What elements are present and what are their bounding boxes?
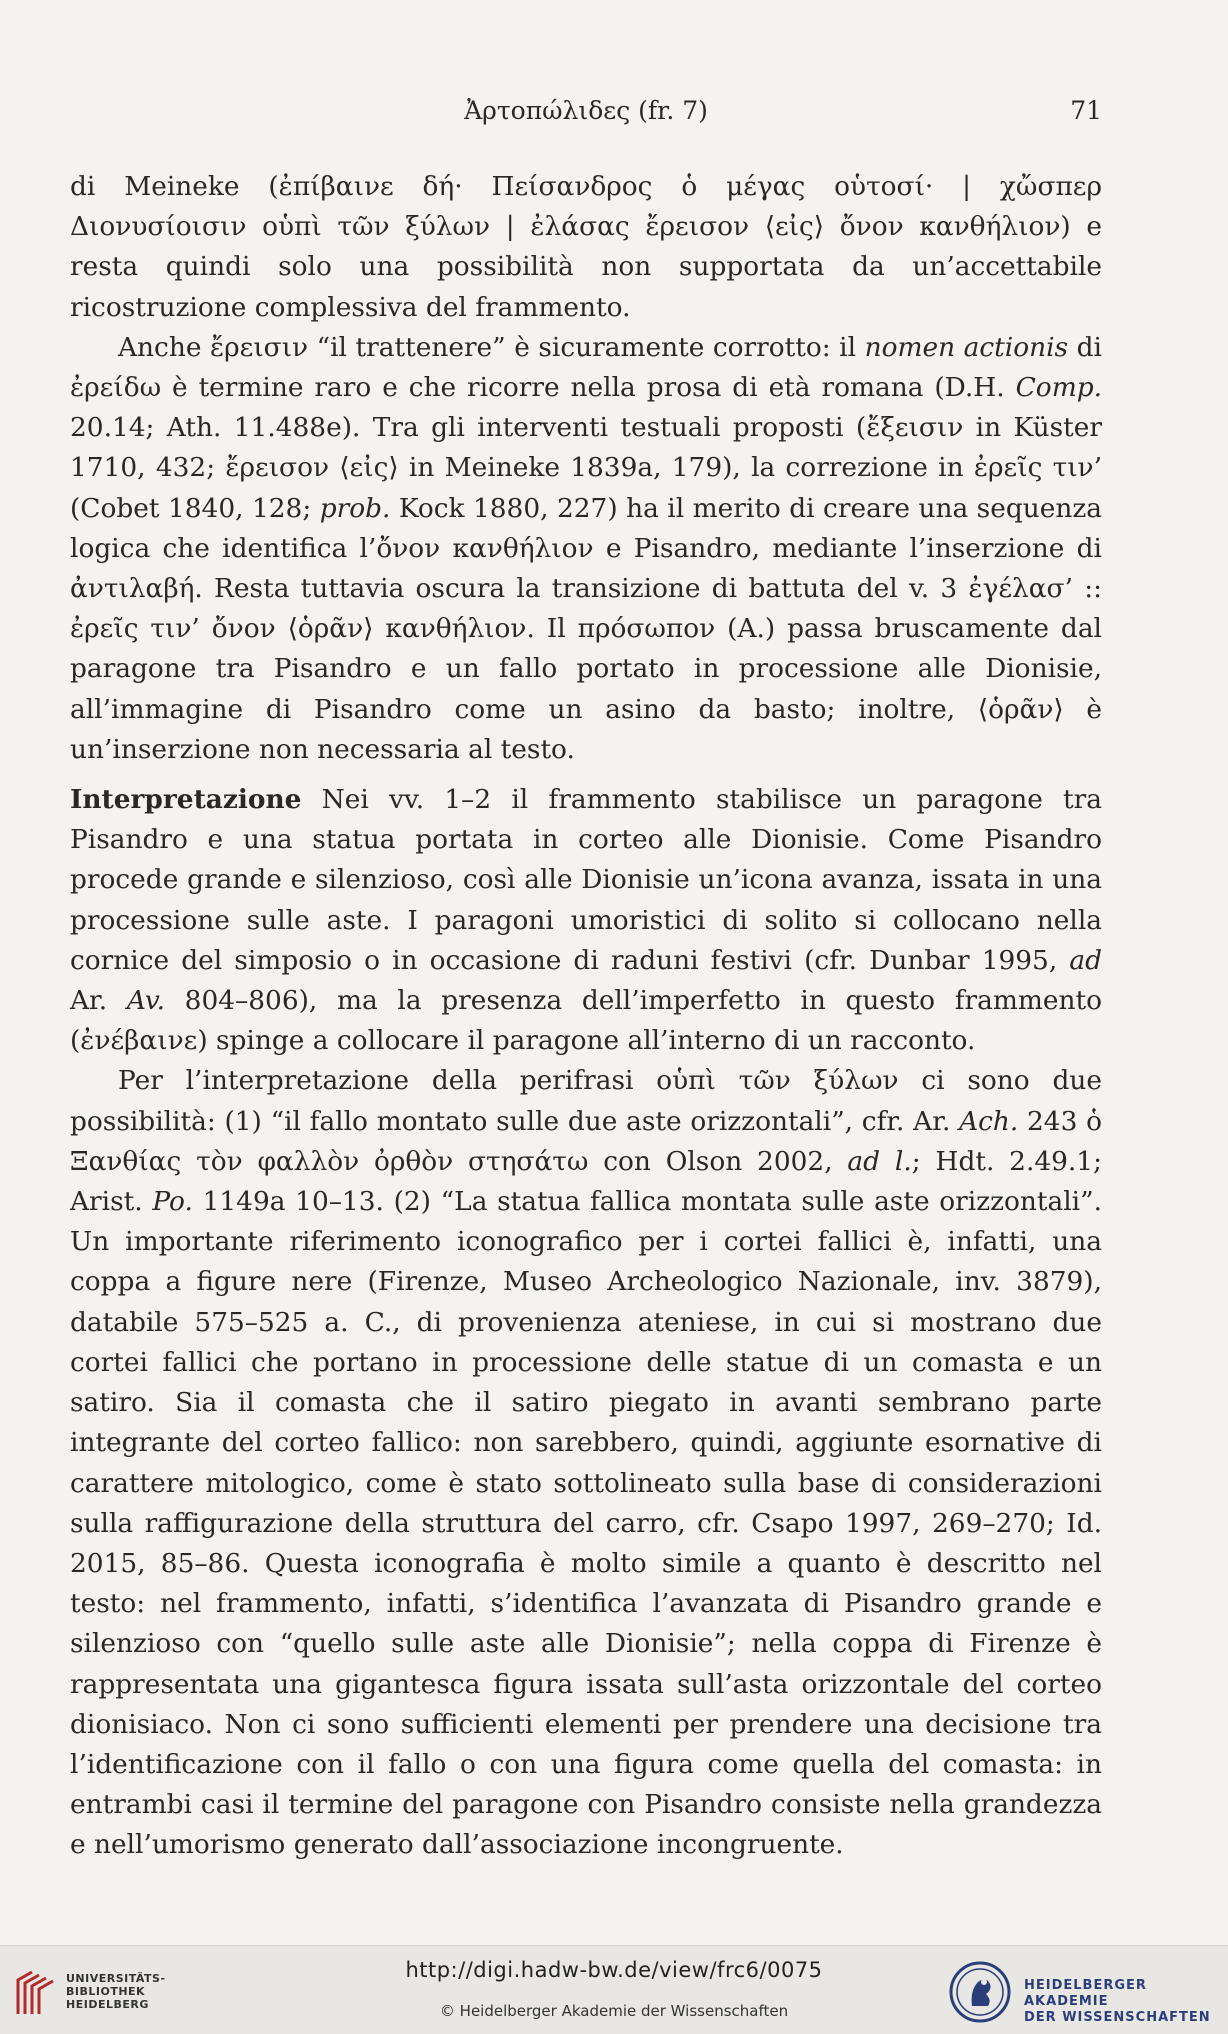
academy-name [1024,1978,1218,2026]
text-run: Kock 1880, 227) ha il merito di creare una sequenza logica che identifica l’ὄνον κανθήλιον e Pisandro, mediante l’inserzione di ἀντιλαβή. Resta tuttavia oscura la transizione di battuta del v. 3 ἐγέλασ’ :: ἐρεῖς τιν’ ὄνον ⟨ὁρᾶν⟩ κανθήλιον. Il πρόσωπον (A.) passa bruscamente dal paragone tra Pisandro e un fallo portato in processione alle Dionisie, all’immagine di Pisandro come un asino da basto; inoltre, ⟨ὁρᾶν⟩ è un’inserzione non necessaria al testo. [70,492,1102,765]
running-head [70,96,1102,136]
italic-citation: Av. [126,985,165,1017]
italic-abbrev: prob. [319,492,391,524]
text-run: 1149a 10–13. (2) “La statua fallica montata sulle aste orizzontali”. Un importante riferimento iconografico per i cortei fallici è, infatti, una coppa a figure nere (Firenze, Museo Archeologico Nazionale, inv. 3879), databile 575–525 a. C., di provenienza ateniese, in cui si mostrano due cortei fallici che portano in processione delle statue di un comasta e un satiro. Sia il comasta che il satiro piegato in avanti sembrano parte integrante del corteo fallico: non sarebbero, quindi, aggiunte esornative di carattere mitologico, come è stato sottolineato sulla base di considerazioni sulla raffigurazione della struttura del carro, cfr. Csapo 1997, 269–270; Id. 2015, 85–86. Questa iconografia è molto simile a quanto è descritto nel testo: nel frammento, infatti, s’identifica l’avanzata di Pisandro grande e silenzioso con “quello sulle aste alle Dionisie”; nella coppa di Firenze è rappresentata una gigantesca figura issata sull’asta orizzontale del corteo dionisiaco. Non ci sono sufficienti elementi per prendere una decisione tra l’identificazione con il fallo o con una figura come quella del comasta: in entrambi casi il termine del paragone con Pisandro consiste nella grandezza e nell’umorismo generato dall’associazione incongruente. [70,1186,1102,1861]
text-run: Anche ἔρεισιν “il trattenere” è sicuramente corrotto: il [118,331,865,363]
running-title: Ἀρτοπώλιδες (fr. 7) [464,96,708,125]
text-run: Ar. [70,985,127,1017]
library-name-line: UNIVERSITÄTS- [66,1972,166,1985]
section-heading: Interpretazione [70,784,302,816]
italic-citation: Comp. [1015,372,1102,404]
academy-name-line: DER WISSENSCHAFTEN [1024,2010,1211,2025]
library-name-line: HEIDELBERG [66,1998,149,2011]
digitization-footer [0,1945,1228,2034]
copyright-notice: © Heidelberger Akademie der Wissenschaften [439,2002,789,2020]
library-name-line: BIBLIOTHEK [66,1985,146,1998]
text-run: 804–806), ma la presenza dell’imperfetto in questo frammento (ἐνέβαινε) spinge a collocare il paragone all’interno di un racconto. [70,985,1102,1057]
italic-term: nomen actionis [864,331,1069,363]
italic-abbrev: ad l. [847,1145,912,1177]
paragraph-periphrasis [70,1061,1102,1865]
italic-citation: Ach. [959,1105,1019,1137]
academy-name-line: HEIDELBERGER AKADEMIE [1024,1978,1147,2009]
academy-logo[interactable] [948,1960,1218,2024]
text-run: di ἐρείδω è termine raro e che ricorre nella prosa di età romana (D.H. [70,331,1102,404]
permalink-url[interactable]: http://digi.hadw-bw.de/view/frc6/0075 [405,1958,823,1982]
text-run: ; Hdt. 2.49.1; Arist. [70,1145,1102,1218]
text-run: Per l’interpretazione della perifrasi οὑπὶ τῶν ξύλων ci sono due possibilità: (1) “il fallo montato sulle due aste orizzontali”, cfr. Ar. [70,1065,1102,1137]
paragraph-textual-criticism [70,328,1102,770]
text-run: Nei vv. 1–2 il frammento stabilisce un paragone tra Pisandro e una statua portata in corteo alle Dionisie. Come Pisandro procede grande e silenzioso, così alle Dionisie un’icona avanza, issata in una processione sulle aste. I paragoni umoristici di solito si collocano nella cornice del simposio o in occasione di raduni festivi (cfr. Dunbar 1995, [70,784,1102,976]
paragraph-continuation: di Meineke (ἐπίβαινε δή· Πείσανδρος ὁ μέγας οὑτοσί· | χὤσπερ Διονυσίοισιν οὑπὶ τῶν ξύλων | ἐλάσας ἔρεισον ⟨εἰς⟩ ὄνον κανθήλιον) e resta quindi solo una possibilità non supportata da un’accettabile ricostruzione complessiva del frammento. [70,171,1102,323]
academy-seal-icon [948,1960,1014,2024]
italic-citation: Po. [152,1186,193,1218]
text-run: 20.14; Ath. 11.488e). Tra gli interventi testuali proposti (ἔξεισιν in Küster 1710, 432; ἔρεισον ⟨εἰς⟩ in Meineke 1839a, 179), la correzione in ἐρεῖς τιν’ (Cobet 1840, 128; [70,412,1102,524]
paragraph-interpretation [70,780,1102,1061]
italic-abbrev: ad [1069,944,1102,976]
text-run: 243 ὁ Ξανθίας τὸν φαλλὸν ὀρθὸν στησάτω con Olson 2002, [70,1105,1102,1177]
page-number: 71 [1070,96,1102,125]
body-text [70,167,1102,1866]
